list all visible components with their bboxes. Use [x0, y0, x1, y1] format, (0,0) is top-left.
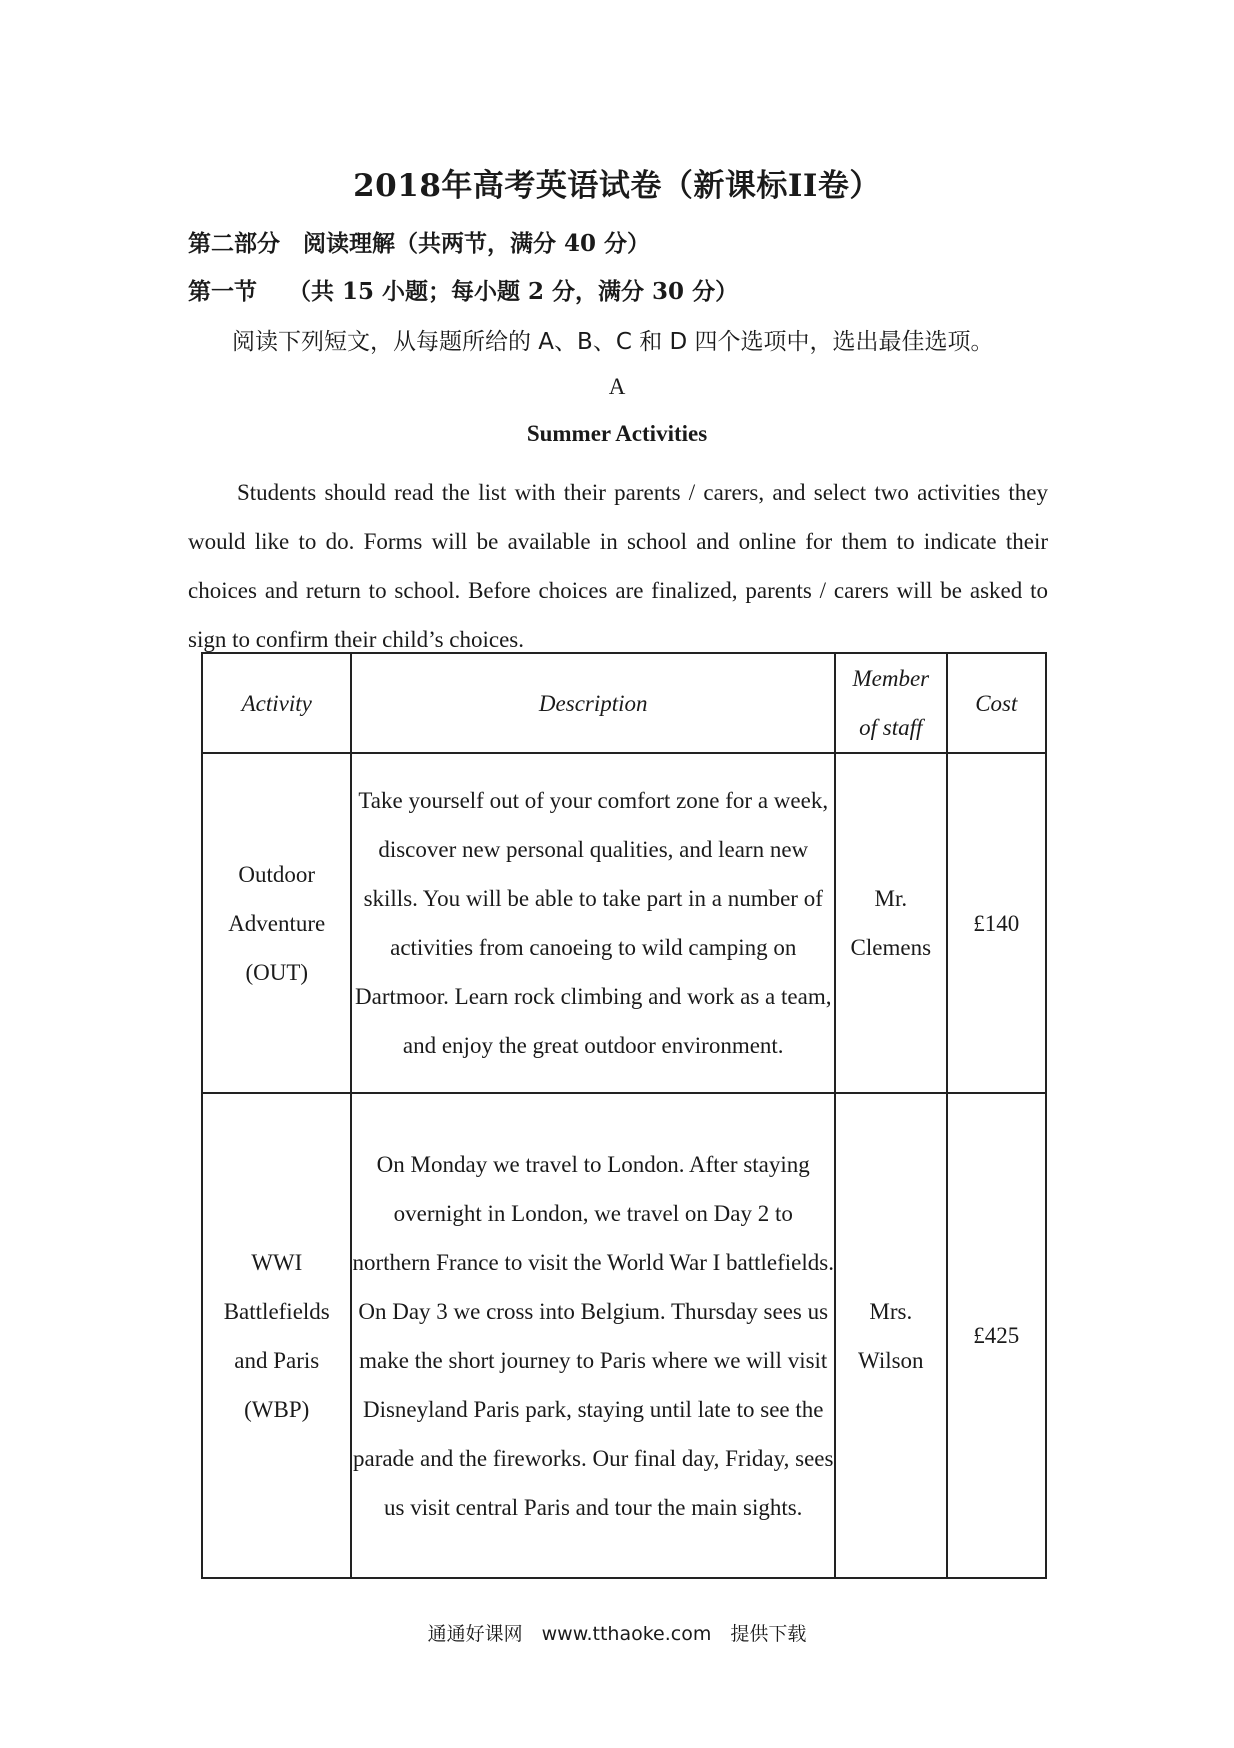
- instruction-text: 阅读下列短文，从每题所给的 A、B、C 和 D 四个选项中，选出最佳选项。: [232, 329, 994, 355]
- activity-line: (WBP): [244, 1396, 310, 1422]
- header-description: Description: [351, 653, 835, 753]
- staff-line: Wilson: [858, 1347, 924, 1373]
- activity-line: Adventure: [228, 910, 326, 936]
- activity-line: Outdoor: [238, 861, 316, 887]
- staff-cell: [835, 1093, 947, 1578]
- cost-cell: £425: [947, 1093, 1046, 1578]
- section-heading: 第一节 （共 15 小题；每小题 2 分，满分 30 分）: [188, 278, 739, 305]
- activity-cell: [202, 1093, 351, 1578]
- part-heading: 第二部分 阅读理解（共两节，满分 40 分）: [188, 230, 651, 257]
- description-cell: Take yourself out of your comfort zone for a week, discover new personal qualities, and learn new skills. You will be able to take part in a number of activities from canoeing to wild camping on Dartmoor. Learn rock climbing and work as a team, and enjoy the great outdoor environment.: [351, 753, 835, 1093]
- activity-line: (OUT): [245, 959, 309, 985]
- activity-cell: [202, 753, 351, 1093]
- cost-cell: £140: [947, 753, 1046, 1093]
- page-title: 2018年高考英语试卷（新课标II卷）: [353, 168, 881, 204]
- intro-paragraph: Students should read the list with their parents / carers, and select two activities they would like to do. Forms will be available in school and online for them to indicate their choices and return to school. Before choices are finalized, parents / carers will be asked to sign to confirm their child’s choices.: [188, 480, 1048, 652]
- activity-line: and Paris: [234, 1347, 320, 1373]
- staff-line: Mrs.: [869, 1298, 913, 1324]
- activities-table: [201, 652, 1047, 1579]
- header-staff-line1: Member: [852, 666, 930, 691]
- table-row: [202, 753, 1046, 1093]
- header-cost: Cost: [947, 653, 1046, 753]
- footer-source: 通通好课网 www.tthaoke.com 提供下载: [427, 1623, 807, 1645]
- header-member-of-staff: [835, 653, 947, 753]
- header-activity: Activity: [202, 653, 351, 753]
- staff-line: Clemens: [850, 935, 932, 960]
- staff-line: Mr.: [874, 886, 908, 911]
- table-header-row: [202, 653, 1046, 753]
- staff-cell: [835, 753, 947, 1093]
- header-staff-line2: of staff: [859, 715, 923, 740]
- activity-line: WWI: [251, 1249, 303, 1275]
- passage-title: Summer Activities: [526, 421, 708, 446]
- description-cell: On Monday we travel to London. After staying overnight in London, we travel on Day 2 to northern France to visit the World War I battlefields. On Day 3 we cross into Belgium. Thursday sees us make the short journey to Paris where we will visit Disneyland Paris park, staying until late to see the parade and the fireworks. Our final day, Friday, sees us visit central Paris and tour the main sights.: [351, 1093, 835, 1578]
- activity-line: Battlefields: [223, 1298, 330, 1324]
- passage-label: A: [608, 374, 626, 399]
- table-row: [202, 1093, 1046, 1578]
